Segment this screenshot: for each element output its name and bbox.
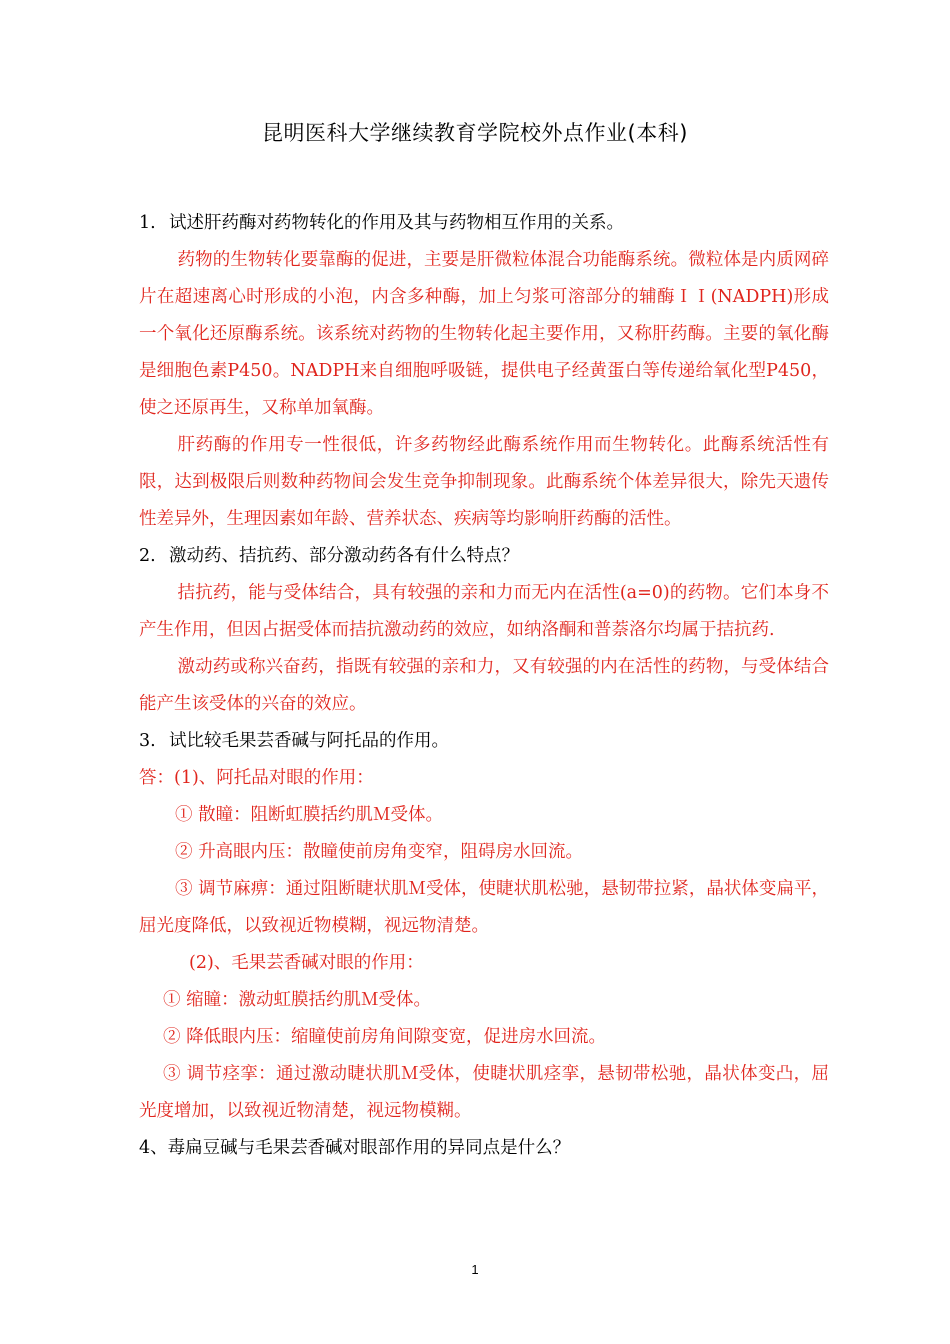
document-body (139, 205, 829, 1167)
question-2 (139, 538, 829, 575)
answer-item: ② 降低眼内压：缩瞳使前房角间隙变宽，促进房水回流。 (163, 1027, 607, 1047)
answer-paragraph: 肝药酶的作用专一性很低，许多药物经此酶系统作用而生物转化。此酶系统活性有限，达到极限后则数种药物间会发生竞争抑制现象。此酶系统个体差异很大，除先天遗传性差异外，生理因素如年龄、营养状态、疾病等均影响肝药酶的活性。 (139, 435, 829, 529)
answer-paragraph: 拮抗药，能与受体结合，具有较强的亲和力而无内在活性(a=0)的药物。它们本身不产生作用，但因占据受体而拮抗激动药的效应，如纳洛酮和普萘洛尔均属于拮抗药. (139, 583, 829, 640)
question-text: 4、毒扁豆碱与毛果芸香碱对眼部作用的异同点是什么？ (139, 1138, 571, 1158)
question-text: 试比较毛果芸香碱与阿托品的作用。 (169, 731, 449, 751)
question-3 (139, 723, 829, 760)
answer-item: ① 缩瞳：激动虹膜括约肌Ｍ受体。 (163, 990, 432, 1010)
answer-item: ③ 调节麻痹：通过阻断睫状肌Ｍ受体，使睫状肌松驰，悬韧带拉紧，晶状体变扁平，屈光度降低，以致视近物模糊，视远物清楚。 (139, 879, 829, 936)
page-title: 昆明医科大学继续教育学院校外点作业(本科) (262, 121, 688, 145)
answer-paragraph: 激动药或称兴奋药，指既有较强的亲和力，又有较强的内在活性的药物，与受体结合能产生该受体的兴奋的效应。 (139, 657, 829, 714)
question-text: 试述肝药酶对药物转化的作用及其与药物相互作用的关系。 (169, 213, 624, 233)
page-number: 1 (471, 1262, 479, 1277)
answer-item: ② 升高眼内压：散瞳使前房角变窄，阻碍房水回流。 (175, 842, 584, 862)
question-number: 3. (139, 731, 156, 751)
question-1 (139, 205, 829, 242)
answer-item: ① 散瞳：阻断虹膜括约肌Ｍ受体。 (175, 805, 444, 825)
answer-item: ③ 调节痉挛：通过激动睫状肌Ｍ受体，使睫状肌痉挛，悬韧带松驰，晶状体变凸，屈光度增加，以致视近物清楚，视远物模糊。 (139, 1064, 829, 1121)
answer-paragraph: 药物的生物转化要靠酶的促进，主要是肝微粒体混合功能酶系统。微粒体是内质网碎片在超速离心时形成的小泡，内含多种酶，加上匀浆可溶部分的辅酶ＩＩ(NADPH)形成一个氧化还原酶系统。该系统对药物的生物转化起主要作用，又称肝药酶。主要的氧化酶是细胞色素P450。NADPH来自细胞呼吸链，提供电子经黄蛋白等传递给氧化型P450，使之还原再生，又称单加氧酶。 (139, 250, 829, 418)
question-4 (139, 1130, 829, 1167)
question-text: 激动药、拮抗药、部分激动药各有什么特点？ (169, 546, 519, 566)
question-number: 2. (139, 546, 156, 566)
question-number: 1. (139, 213, 156, 233)
answer-heading: 答：(1)、阿托品对眼的作用： (139, 768, 374, 788)
answer-subheading: (2)、毛果芸香碱对眼的作用： (189, 953, 424, 973)
